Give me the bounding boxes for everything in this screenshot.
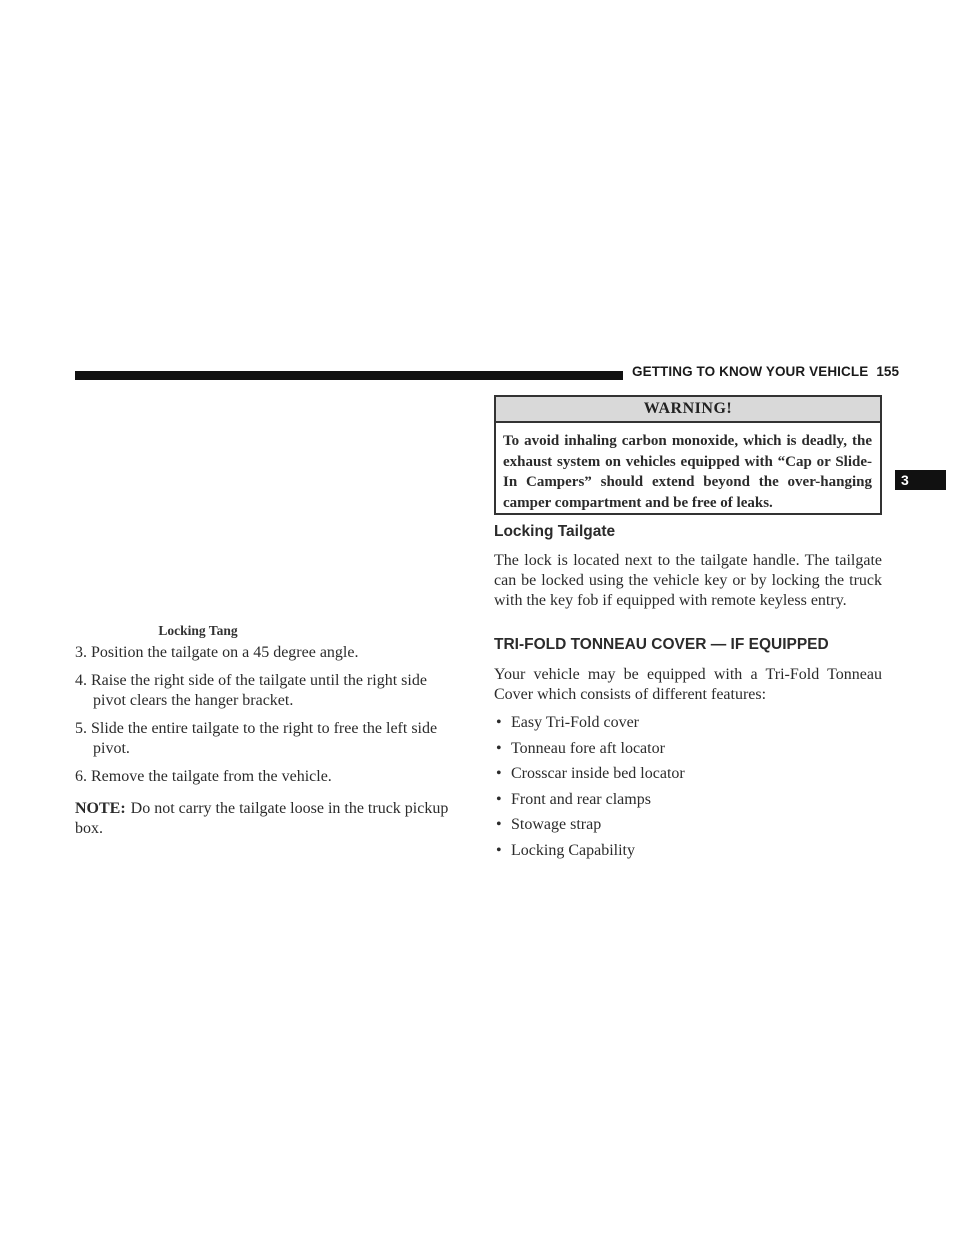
section-title: GETTING TO KNOW YOUR VEHICLE	[632, 364, 869, 379]
tonneau-heading: TRI-FOLD TONNEAU COVER — IF EQUIPPED	[494, 636, 829, 653]
locking-tailgate-text: The lock is located next to the tailgate handle. The tailgate can be locked using the vehicle key or by locking the truck with the key fob if equipped with remote keyless entry.	[494, 552, 882, 609]
list-item-text: Tonneau fore aft locator	[511, 739, 665, 757]
right-column	[494, 522, 882, 866]
step-item: 3. Position the tailgate on a 45 degree angle.	[75, 644, 359, 661]
list-item-text: Locking Capability	[511, 841, 635, 859]
bullet-icon: •	[496, 841, 502, 859]
bullet-icon: •	[496, 739, 502, 757]
bullet-icon: •	[496, 790, 502, 808]
step-item: 4. Raise the right side of the tailgate until the right side pivot clears the hanger bracket.	[75, 672, 427, 709]
figure-caption-text: Locking Tang	[158, 623, 238, 638]
header-rule	[75, 371, 623, 380]
note-text: Do not carry the tailgate loose in the truck pickup box.	[75, 800, 449, 837]
tonneau-intro: Your vehicle may be equipped with a Tri-Fold Tonneau Cover which consists of different features:	[494, 666, 882, 703]
step-item: 5. Slide the entire tailgate to the right to free the left side pivot.	[75, 720, 438, 757]
note-label: NOTE:	[75, 800, 126, 817]
list-item	[494, 815, 882, 835]
list-item	[494, 713, 882, 733]
bullet-icon: •	[496, 816, 502, 833]
feature-list	[494, 713, 882, 861]
note-paragraph	[75, 799, 463, 839]
step-item: 6. Remove the tailgate from the vehicle.	[75, 768, 332, 785]
warning-box	[494, 395, 882, 515]
chapter-tab: 3	[895, 470, 946, 490]
left-column	[75, 643, 463, 839]
warning-title: WARNING!	[496, 397, 880, 423]
bullet-icon: •	[496, 714, 502, 731]
list-item	[494, 790, 882, 810]
page-number: 155	[876, 364, 900, 379]
list-item-text: Easy Tri-Fold cover	[511, 714, 639, 731]
list-item	[494, 841, 882, 861]
warning-text: To avoid inhaling carbon monoxide, which is deadly, the exhaust system on vehicles equipped with “Cap or Slide-In Campers” should extend beyond the over-hanging camper compartment and be free of leaks.	[503, 433, 872, 511]
locking-tailgate-heading: Locking Tailgate	[494, 523, 616, 540]
bullet-icon: •	[496, 765, 502, 782]
list-item	[494, 764, 882, 784]
list-item-text: Front and rear clamps	[511, 790, 651, 808]
figure-caption	[75, 623, 467, 639]
list-item-text: Crosscar inside bed locator	[511, 765, 685, 782]
running-header	[632, 364, 900, 384]
figure-image-area	[75, 392, 467, 620]
list-item	[494, 739, 882, 759]
list-item-text: Stowage strap	[511, 816, 602, 833]
